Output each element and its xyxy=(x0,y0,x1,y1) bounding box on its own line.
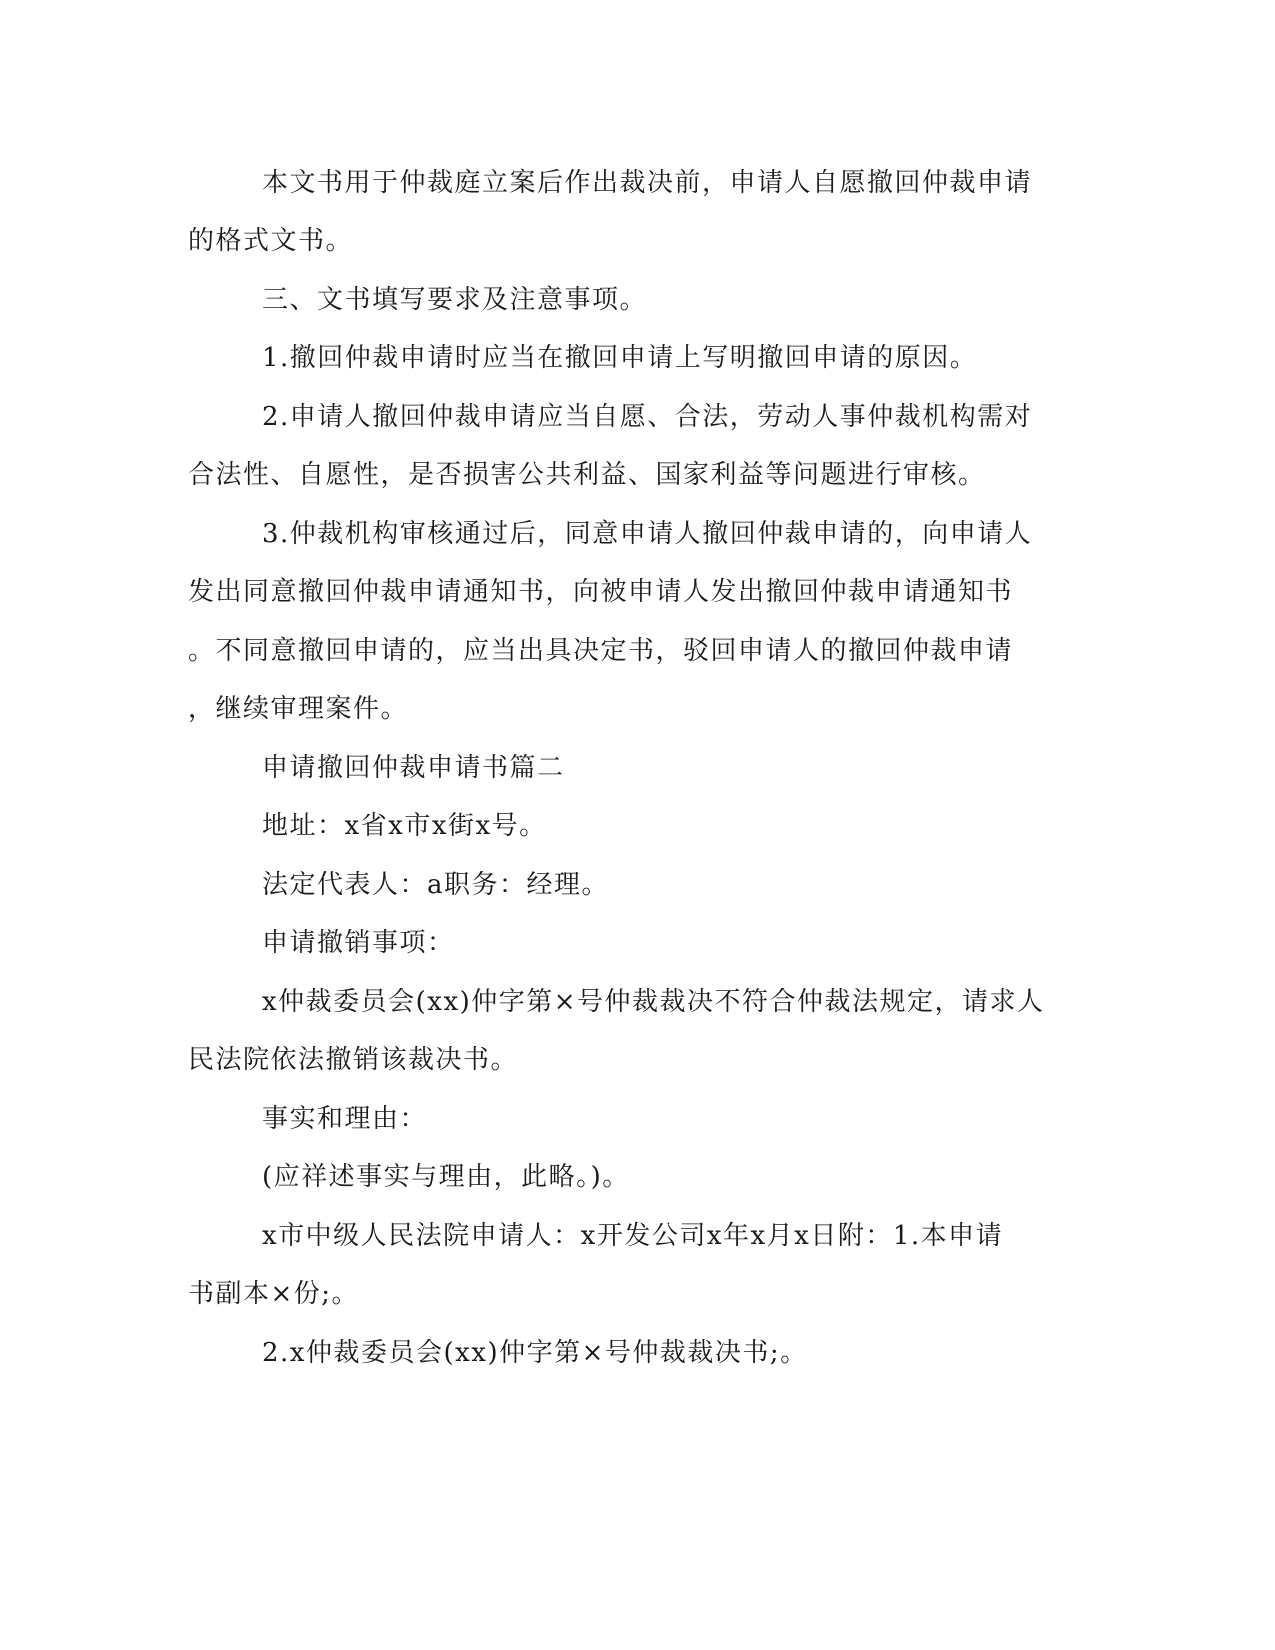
section-title-part-two: 申请撤回仲裁申请书篇二 xyxy=(262,753,565,783)
legal-representative-line: 法定代表人：a职务：经理。 xyxy=(262,870,610,900)
requirement-item-2-line-2: 合法性、自愿性，是否损害公共利益、国家利益等问题进行审核。 xyxy=(188,460,986,490)
facts-reasons-heading: 事实和理由： xyxy=(262,1104,428,1134)
section-heading-requirements: 三、文书填写要求及注意事项。 xyxy=(262,285,648,315)
requirement-item-2-line-1: 2.申请人撤回仲裁申请应当自愿、合法，劳动人事仲裁机构需对 xyxy=(262,402,1033,432)
address-line: 地址：x省x市x街x号。 xyxy=(262,811,547,841)
requirement-item-3-line-3: 。不同意撤回申请的，应当出具决定书，驳回申请人的撤回仲裁申请 xyxy=(188,636,1014,666)
revocation-items-heading: 申请撤销事项： xyxy=(262,928,455,958)
revocation-request-line-2: 民法院依法撤销该裁决书。 xyxy=(188,1045,519,1075)
requirement-item-1: 1.撤回仲裁申请时应当在撤回申请上写明撤回申请的原因。 xyxy=(262,343,978,373)
requirement-item-3-line-1: 3.仲裁机构审核通过后，同意申请人撤回仲裁申请的，向申请人 xyxy=(262,519,1033,549)
court-applicant-date-line-1: x市中级人民法院申请人：x开发公司x年x月x日附：1.本申请 xyxy=(262,1221,1004,1251)
requirement-item-3-line-2: 发出同意撤回仲裁申请通知书，向被申请人发出撤回仲裁申请通知书 xyxy=(188,577,1014,607)
paragraph-purpose-line-1: 本文书用于仲裁庭立案后作出裁决前，申请人自愿撤回仲裁申请 xyxy=(262,168,1033,198)
requirement-item-3-line-4: ，继续审理案件。 xyxy=(188,694,409,724)
attachment-item-2: 2.x仲裁委员会(xx)仲字第×号仲裁裁决书;。 xyxy=(262,1338,808,1368)
court-applicant-date-line-2: 书副本×份;。 xyxy=(188,1279,360,1309)
revocation-request-line-1: x仲裁委员会(xx)仲字第×号仲裁裁决不符合仲裁法规定，请求人 xyxy=(262,987,1045,1017)
facts-reasons-body: (应祥述事实与理由，此略。)。 xyxy=(262,1162,630,1192)
paragraph-purpose-line-2: 的格式文书。 xyxy=(188,226,354,256)
